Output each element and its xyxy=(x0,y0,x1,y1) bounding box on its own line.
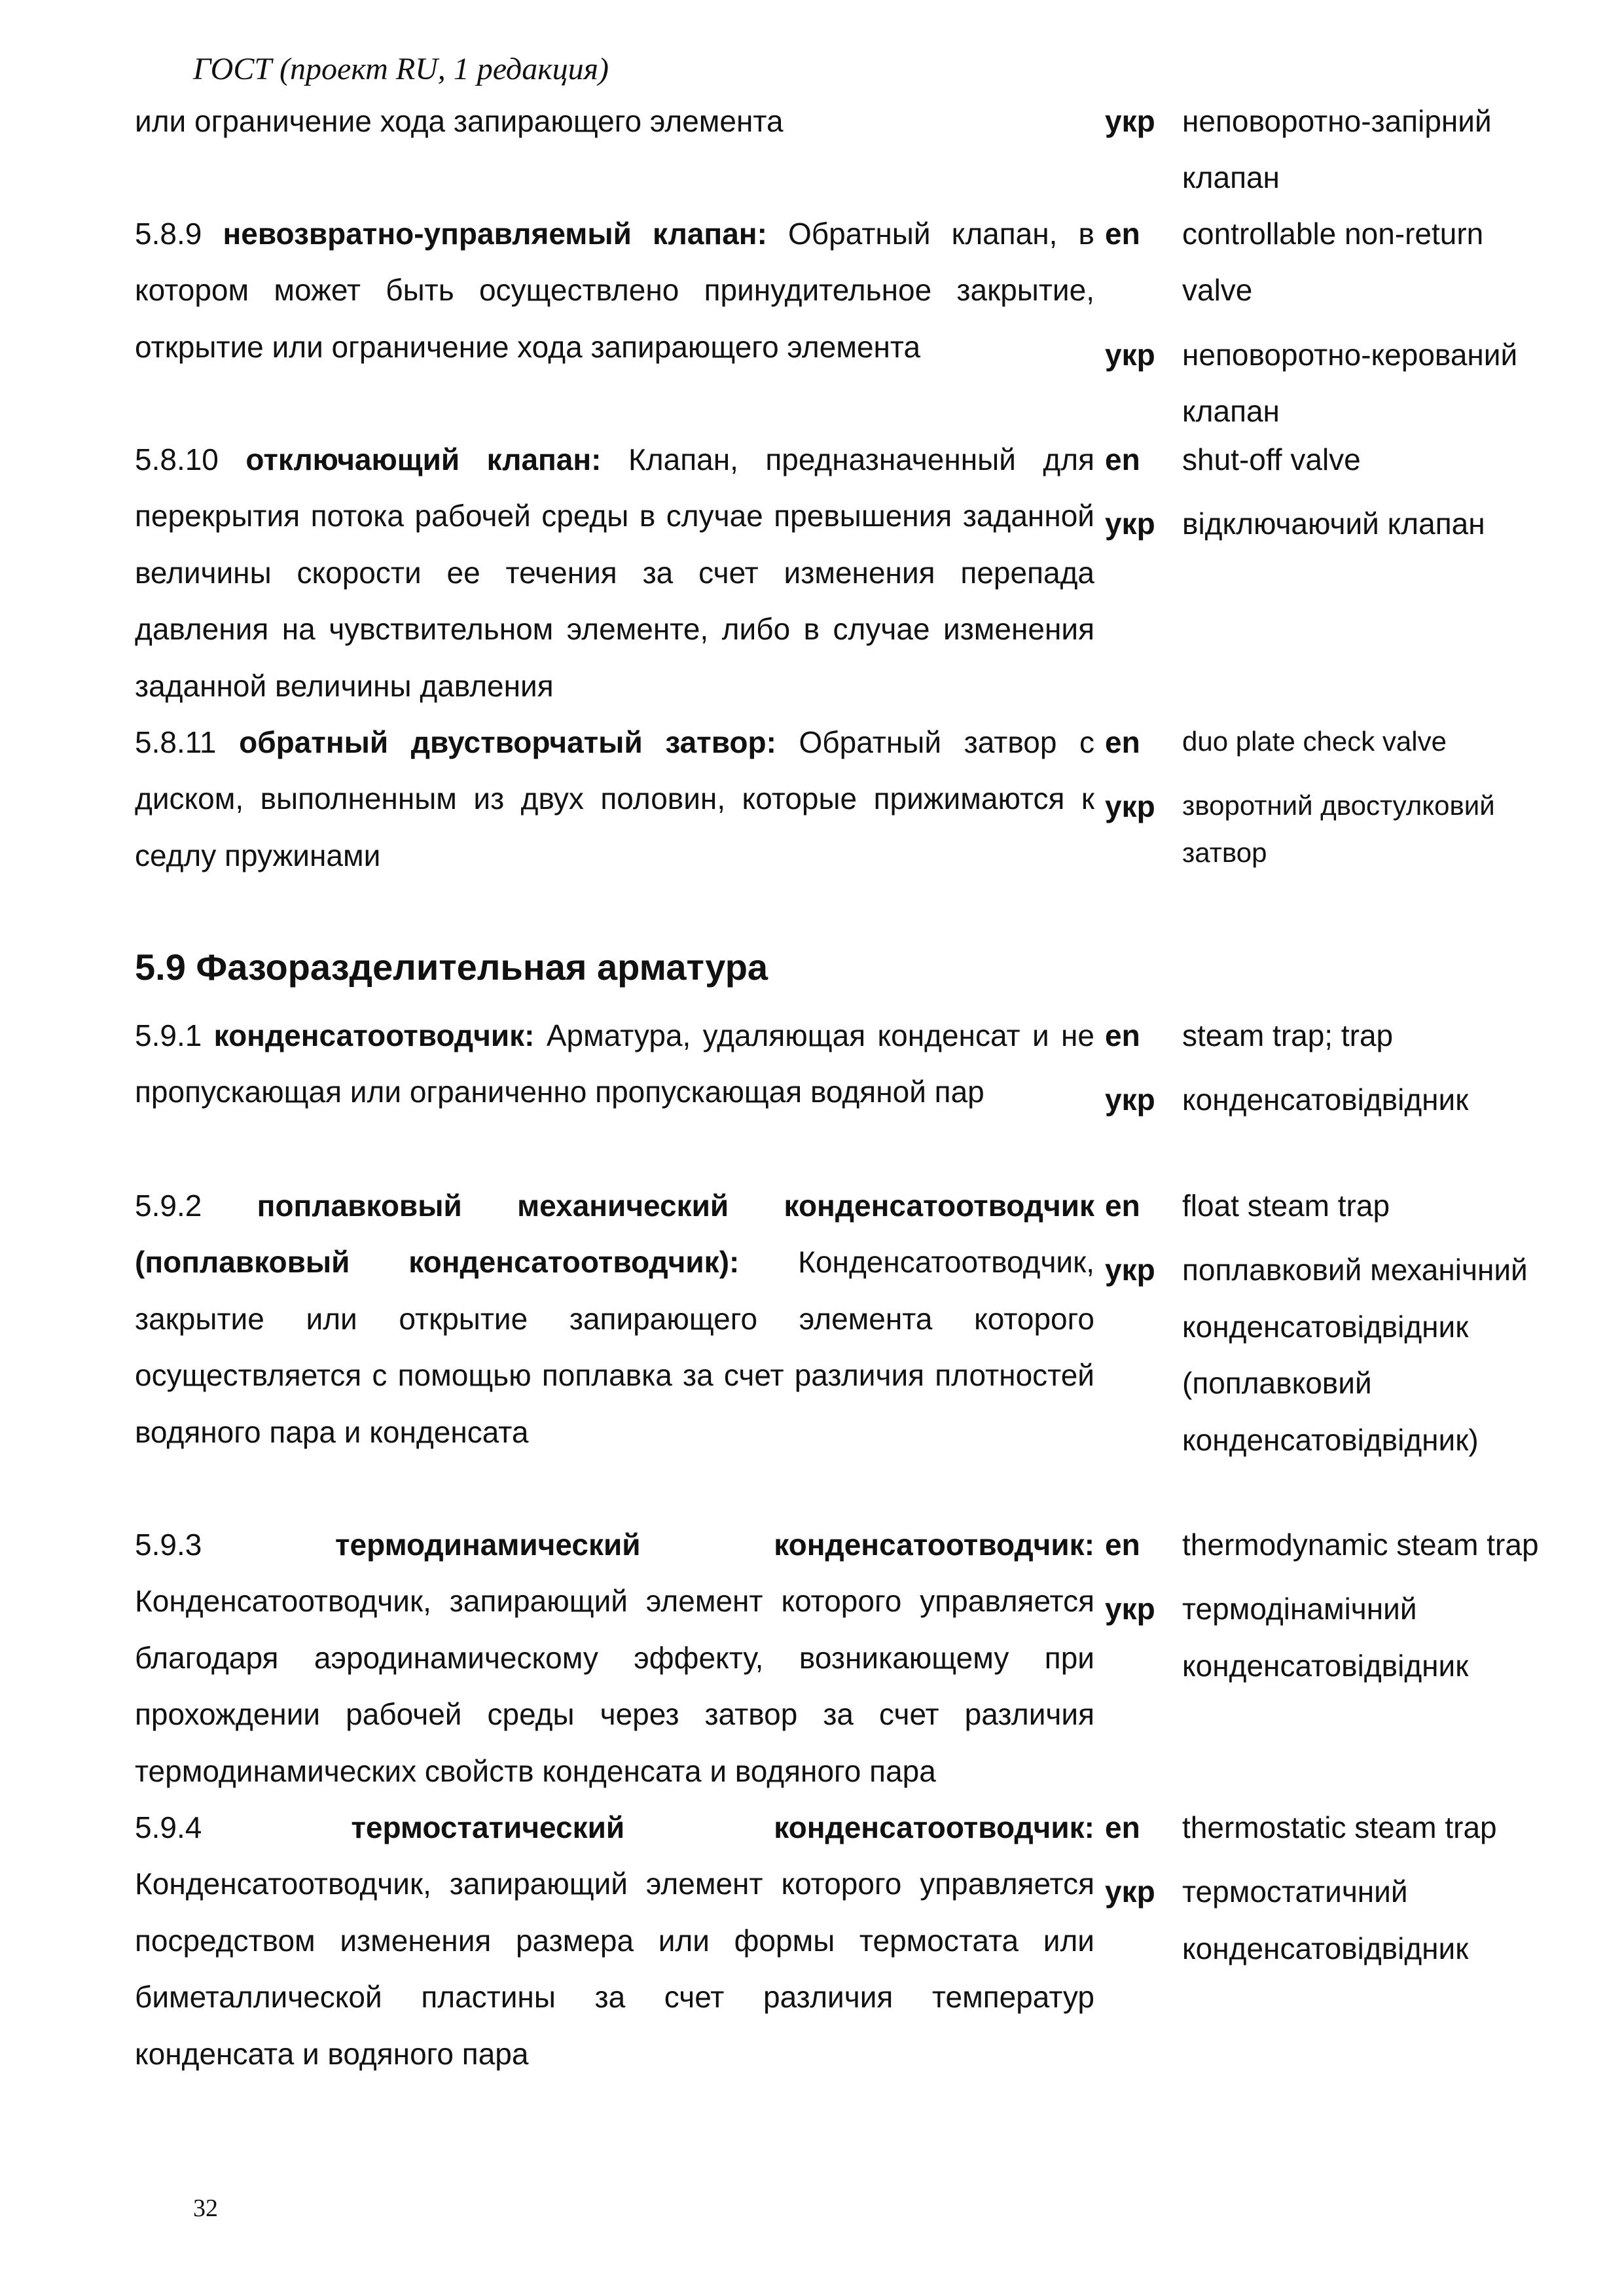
translation-ukr xyxy=(1105,85,1563,206)
entry-text xyxy=(135,198,1094,375)
lang-code-en: en xyxy=(1105,1189,1140,1223)
translation-en xyxy=(1105,706,1563,770)
entry-term: невозвратно-управляемый клапан: xyxy=(223,217,767,251)
entry-number: 5.9.2 xyxy=(135,1189,202,1223)
lang-code-ukr: укр xyxy=(1105,507,1155,541)
entry-definition: Обратный клапан, в котором может быть осуществлено принудительное закрытие, открытие или ограничение хода запирающего элемента xyxy=(135,217,1094,364)
lang-code-ukr: укр xyxy=(1105,1083,1155,1117)
entry-number: 5.8.9 xyxy=(135,217,202,251)
translation-en xyxy=(1105,999,1563,1064)
translation-ukr xyxy=(1105,319,1563,440)
entry-term: отключающий клапан: xyxy=(245,442,602,476)
term-entry xyxy=(135,423,1562,706)
entry-term: термостатический конденсатоотводчик: xyxy=(351,1810,1094,1844)
entry-text xyxy=(135,423,1094,714)
page-number: 32 xyxy=(193,2195,218,2222)
entry-text xyxy=(135,706,1094,884)
translation-text-ukr: термостатичний конденсатовідвідник xyxy=(1182,1874,1469,1965)
translation-ukr xyxy=(1105,488,1563,552)
lang-code-en: en xyxy=(1105,1810,1140,1844)
translation-ukr xyxy=(1105,1856,1563,1977)
translation-text-ukr: конденсатовідвідник xyxy=(1182,1083,1469,1117)
entry-term: термодинамический конденсатоотводчик: xyxy=(335,1528,1095,1562)
translation-text-en: steam trap; trap xyxy=(1182,1018,1394,1052)
translation-text-en: duo plate check valve xyxy=(1182,726,1447,757)
translation-ukr xyxy=(1105,770,1563,876)
entry-translations xyxy=(1105,85,1563,206)
lang-code-en: en xyxy=(1105,1528,1140,1562)
term-entry xyxy=(135,1791,1562,2074)
entry-text xyxy=(135,1170,1094,1460)
translation-text-en: thermostatic steam trap xyxy=(1182,1810,1497,1844)
term-entry xyxy=(135,999,1562,1170)
translation-text-en: shut-off valve xyxy=(1182,442,1361,476)
translation-ukr xyxy=(1105,1573,1563,1694)
entry-term: поплавковый механический конденсатоотводчик (поплавковый конденсатоотводчик): xyxy=(135,1189,1094,1280)
lang-code-ukr: укр xyxy=(1105,1253,1155,1287)
entry-text xyxy=(135,1509,1094,1799)
lang-code-ukr: укр xyxy=(1105,1874,1155,1909)
term-entry xyxy=(135,1509,1562,1791)
entry-text xyxy=(135,999,1094,1121)
entry-definition: или ограничение хода запирающего элемента xyxy=(135,104,784,138)
lang-code-en: en xyxy=(1105,442,1140,476)
entry-translations xyxy=(1105,1170,1563,1468)
entry-translations xyxy=(1105,423,1563,552)
entry-definition: Конденсатоотводчик, закрытие или открытие запирающего элемента которого осуществляется с помощью поплавка за счет различия плотностей водяного пара и конденсата xyxy=(135,1245,1095,1449)
lang-code-ukr: укр xyxy=(1105,1592,1155,1626)
entry-translations xyxy=(1105,1791,1563,1977)
entry-translations xyxy=(1105,198,1563,440)
translation-text-ukr: неповоротно-керований клапан xyxy=(1182,337,1518,429)
translation-text-ukr: зворотний двостулковий затвор xyxy=(1182,790,1495,869)
translation-ukr xyxy=(1105,1234,1563,1468)
translation-text-en: controllable non-return valve xyxy=(1182,217,1484,308)
entry-number: 5.9.1 xyxy=(135,1018,202,1052)
document-body xyxy=(135,85,1562,2074)
translation-text-ukr: поплавковий механічний конденсатовідвідник (поплавковий конденсатовідвідник) xyxy=(1182,1253,1528,1457)
document-header: ГОСТ (проект RU, 1 редакция) xyxy=(193,52,609,86)
entry-definition: Клапан, предназначенный для перекрытия потока рабочей среды в случае превышения заданной величины скорости ее течения за счет изменения перепада давления на чувствительном элементе, либо в случае изменения заданной величины давления xyxy=(135,442,1094,703)
entry-definition: Арматура, удаляющая конденсат и не пропускающая или ограниченно пропускающая водяной пар xyxy=(135,1018,1094,1109)
term-entry xyxy=(135,1170,1562,1509)
entry-number: 5.8.10 xyxy=(135,442,219,476)
translation-ukr xyxy=(1105,1064,1563,1128)
translation-text-en: float steam trap xyxy=(1182,1189,1390,1223)
entry-definition: Конденсатоотводчик, запирающий элемент которого управляется посредством изменения размера или формы термостата или биметаллической пластины за счет различия температур конденсата и водяного пара xyxy=(135,1867,1094,2071)
entry-term: конденсатоотводчик: xyxy=(213,1018,535,1052)
entry-text xyxy=(135,1791,1094,2082)
translation-en xyxy=(1105,423,1563,488)
entry-translations xyxy=(1105,999,1563,1128)
lang-code-en: en xyxy=(1105,725,1140,759)
entry-translations xyxy=(1105,706,1563,876)
translation-en xyxy=(1105,1791,1563,1856)
translation-en xyxy=(1105,1509,1563,1573)
entry-continuation xyxy=(135,85,1562,198)
term-entry xyxy=(135,198,1562,429)
translation-text-ukr: відключаючий клапан xyxy=(1182,507,1485,541)
lang-code-en: en xyxy=(1105,217,1140,251)
section-title: 5.9 Фазоразделительная арматура xyxy=(135,946,768,988)
translation-text-en: thermodynamic steam trap xyxy=(1182,1528,1539,1562)
entry-definition: Конденсатоотводчик, запирающий элемент которого управляется благодаря аэродинамическому эффекту, возникающему при прохождении рабочей среды через затвор за счет различия термодинамических свойств конденсата и водяного пара xyxy=(135,1584,1094,1788)
lang-code-ukr: укр xyxy=(1105,104,1155,138)
translation-en xyxy=(1105,198,1563,319)
entry-number: 5.8.11 xyxy=(135,725,217,759)
entry-translations xyxy=(1105,1509,1563,1694)
entry-number: 5.9.4 xyxy=(135,1810,202,1844)
translation-en xyxy=(1105,1170,1563,1234)
translation-text-ukr: неповоротно-запірний клапан xyxy=(1182,104,1492,195)
term-entry xyxy=(135,706,1562,876)
entry-term: обратный двустворчатый затвор: xyxy=(239,725,776,759)
entry-number: 5.9.3 xyxy=(135,1528,202,1562)
entry-definition: Обратный затвор с диском, выполненным из двух половин, которые прижимаются к седлу пружинами xyxy=(135,725,1095,872)
translation-text-ukr: термодінамічний конденсатовідвідник xyxy=(1182,1592,1469,1683)
lang-code-ukr: укр xyxy=(1105,789,1155,824)
lang-code-en: en xyxy=(1105,1018,1140,1052)
lang-code-ukr: укр xyxy=(1105,337,1155,372)
